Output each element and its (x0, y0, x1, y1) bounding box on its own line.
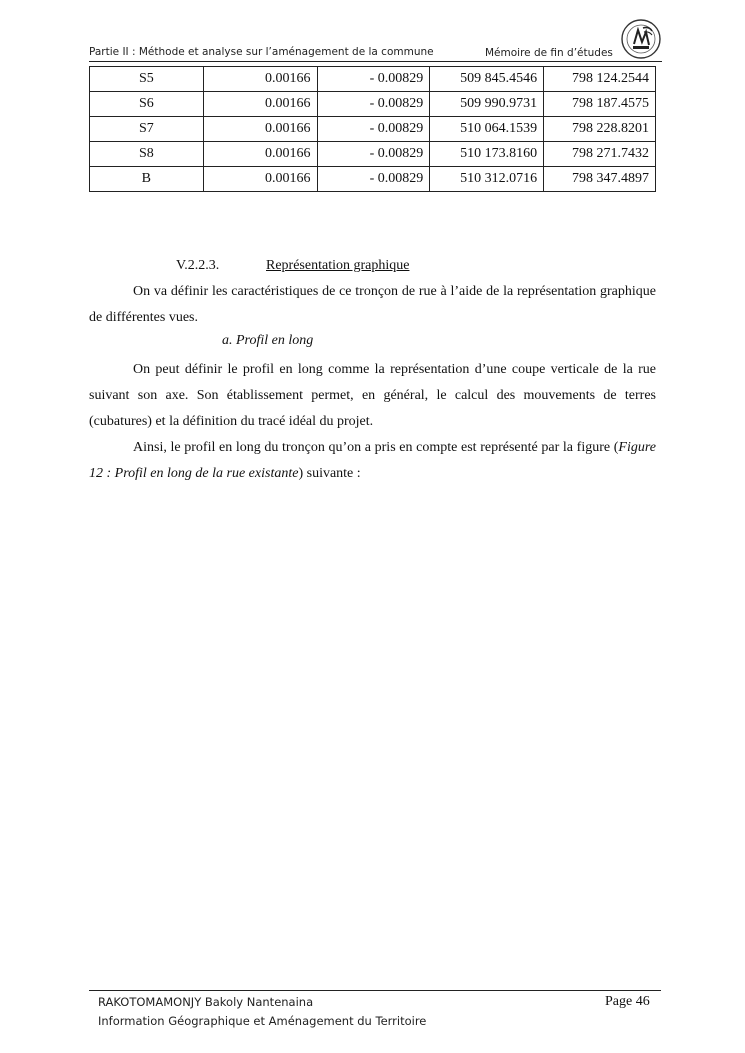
table-row (90, 67, 656, 92)
table-cell: 798 347.4897 (544, 167, 656, 192)
section-number: V.2.2.3. (176, 258, 220, 273)
table-cell: 510 173.8160 (430, 142, 544, 167)
table-cell: B (90, 167, 204, 192)
table-cell: 510 312.0716 (430, 167, 544, 192)
table-cell: 0.00166 (203, 92, 317, 117)
section-title: Représentation graphique (266, 258, 410, 273)
table-row (90, 117, 656, 142)
paragraph-profil-definition: On peut définir le profil en long comme la représentation d’une coupe verticale de la rue suivant son axe. Son établissement permet, en général, le calcul des mouvements de terres (cubatures) et la définition du tracé idéal du projet. (89, 362, 656, 429)
table-cell: 0.00166 (203, 67, 317, 92)
figure-ref-end: ) suivante : (298, 466, 361, 481)
figure-ref-start: Ainsi, le profil en long du tronçon qu’on a pris en compte est représenté par la figure ( (133, 440, 619, 455)
page-number: Page 46 (605, 994, 650, 1009)
table-cell: 509 990.9731 (430, 92, 544, 117)
table-cell: - 0.00829 (317, 92, 430, 117)
paragraph-figure-reference (89, 435, 656, 487)
table-cell: S5 (90, 67, 204, 92)
table-cell: S6 (90, 92, 204, 117)
footer-author: RAKOTOMAMONJY Bakoly Nantenaina (98, 995, 314, 1009)
table-cell: 798 187.4575 (544, 92, 656, 117)
header-part-title: Partie II : Méthode et analyse sur l’aménagement de la commune (89, 46, 434, 58)
table-cell: - 0.00829 (317, 117, 430, 142)
table-cell: 0.00166 (203, 117, 317, 142)
table-row (90, 167, 656, 192)
table-cell: - 0.00829 (317, 67, 430, 92)
table-cell: - 0.00829 (317, 167, 430, 192)
table-cell: 798 124.2544 (544, 67, 656, 92)
university-logo-icon (620, 18, 662, 60)
table-cell: 509 845.4546 (430, 67, 544, 92)
header-memoir-label: Mémoire de fin d’études (485, 47, 613, 59)
table-cell: - 0.00829 (317, 142, 430, 167)
table-cell: 798 228.8201 (544, 117, 656, 142)
table-row (90, 92, 656, 117)
table-cell: S7 (90, 117, 204, 142)
footer-department: Information Géographique et Aménagement du Territoire (98, 1014, 427, 1028)
footer-rule (89, 990, 661, 991)
table-cell: 510 064.1539 (430, 117, 544, 142)
paragraph-intro: On va définir les caractéristiques de ce tronçon de rue à l’aide de la représentation graphique de différentes vues. (89, 284, 656, 325)
table-cell: 0.00166 (203, 167, 317, 192)
header-rule (89, 61, 662, 62)
table-cell: 798 271.7432 (544, 142, 656, 167)
figure-ref-title: Figure 12 : Profil en long de la rue existante (89, 440, 656, 481)
subsection-profil-en-long: a. Profil en long (222, 333, 314, 348)
coordinates-table (89, 66, 656, 192)
page-header (89, 46, 613, 62)
table-cell: 0.00166 (203, 142, 317, 167)
table-cell: S8 (90, 142, 204, 167)
table-row (90, 142, 656, 167)
